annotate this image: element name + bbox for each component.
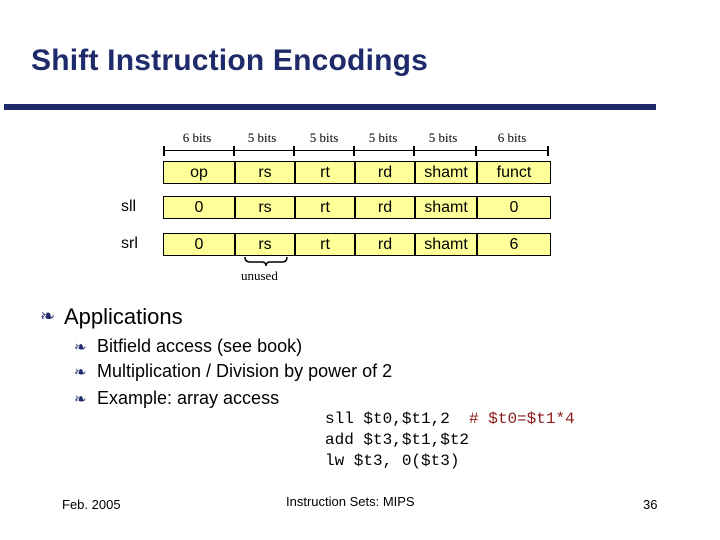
- bits-label-shamt: 5 bits: [428, 130, 458, 145]
- bit-boundary-tick: [293, 146, 295, 156]
- slide-title: Shift Instruction Encodings: [31, 44, 429, 77]
- field-row-header: [163, 161, 551, 184]
- field-row-sll: [163, 196, 551, 219]
- bits-label-funct: 6 bits: [497, 130, 527, 145]
- footer-date: Feb. 2005: [62, 497, 121, 512]
- application-item: Multiplication / Division by power of 2: [97, 361, 393, 381]
- sll-rt-value: rt: [320, 199, 330, 216]
- application-item: Bitfield access (see book): [97, 336, 303, 356]
- footer-title: Instruction Sets: MIPS: [286, 494, 415, 509]
- unused-label: unused: [241, 268, 278, 283]
- unused-brace-icon: [244, 257, 288, 267]
- field-rs: rs: [258, 164, 272, 181]
- bits-label-rt: 5 bits: [309, 130, 339, 145]
- bullet-icon: ❧: [74, 363, 87, 381]
- field-rd: rd: [377, 164, 393, 181]
- code-line-3: lw $t3, 0($t3): [325, 452, 460, 470]
- row-label-srl: srl: [121, 235, 138, 252]
- bit-width-dimension-line: [164, 150, 549, 151]
- srl-shamt-value: shamt: [424, 236, 468, 253]
- srl-funct-value: 6: [509, 236, 519, 253]
- sll-rs-value: rs: [258, 199, 272, 216]
- page-number: 36: [643, 497, 658, 512]
- bit-boundary-tick: [353, 146, 355, 156]
- srl-rd-value: rd: [377, 236, 393, 253]
- bits-label-op: 6 bits: [182, 130, 212, 145]
- bullet-icon: ❧: [74, 338, 87, 356]
- bit-boundary-tick: [475, 146, 477, 156]
- sll-op-value: 0: [194, 199, 204, 216]
- srl-op-value: 0: [194, 236, 204, 253]
- title-underline: [4, 104, 656, 110]
- bits-label-rs: 5 bits: [247, 130, 277, 145]
- bits-label-rd: 5 bits: [368, 130, 398, 145]
- bullet-icon: ❧: [40, 306, 56, 327]
- bit-boundary-tick: [547, 146, 549, 156]
- field-funct: funct: [496, 164, 532, 181]
- bullet-icon: ❧: [74, 390, 87, 408]
- code-line-1-text: sll $t0,$t1,2: [325, 410, 450, 428]
- field-row-srl: [163, 233, 551, 256]
- srl-rs-value: rs: [258, 236, 272, 253]
- applications-heading: Applications: [64, 304, 183, 329]
- sll-rd-value: rd: [377, 199, 393, 216]
- code-line-2: add $t3,$t1,$t2: [325, 431, 470, 449]
- field-shamt: shamt: [424, 164, 468, 181]
- bit-boundary-tick: [233, 146, 235, 156]
- sll-shamt-value: shamt: [424, 199, 468, 216]
- srl-rt-value: rt: [320, 236, 330, 253]
- application-item: Example: array access: [97, 388, 280, 408]
- code-line-1: [325, 410, 575, 428]
- field-op: op: [190, 164, 208, 181]
- field-rt: rt: [320, 164, 330, 181]
- bit-boundary-tick: [413, 146, 415, 156]
- code-line-1-comment: # $t0=$t1*4: [469, 410, 575, 428]
- sll-funct-value: 0: [509, 199, 519, 216]
- row-label-sll: sll: [121, 198, 137, 215]
- bit-boundary-tick: [163, 146, 165, 156]
